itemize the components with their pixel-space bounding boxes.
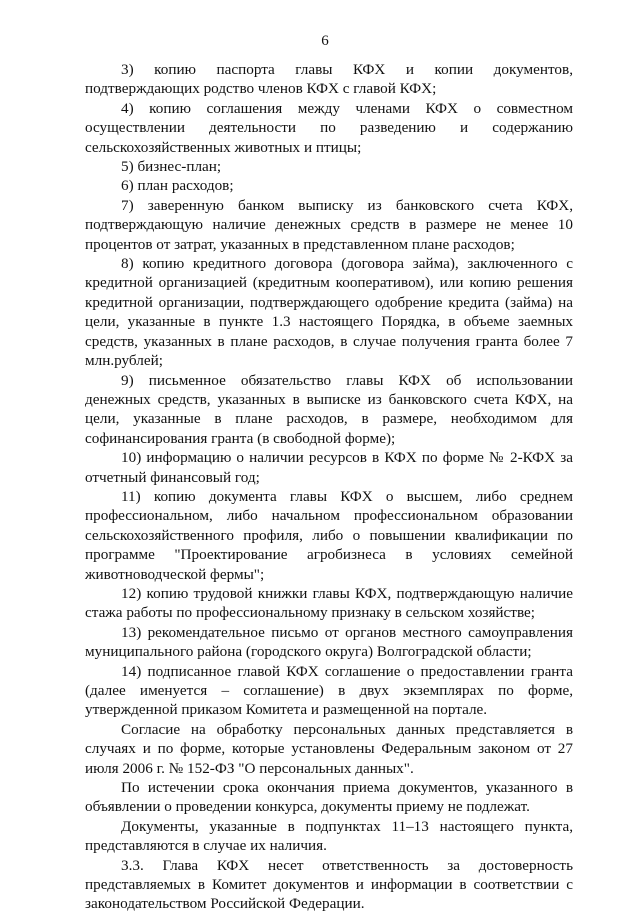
paragraph-deadline: По истечении срока окончания приема документов, указанного в объявлении о проведении конкурса, документы приему не подлежат.: [85, 779, 573, 816]
paragraph-optional-docs: Документы, указанные в подпунктах 11–13 настоящего пункта, представляются в случае их наличия.: [85, 817, 573, 855]
paragraph-item-6: 6) план расходов;: [121, 177, 234, 195]
paragraph-section-3-3: 3.3. Глава КФХ несет ответственность за достоверность представляемых в Комитет документов и информации в соответствии с законодательством Российской Федерации.: [85, 856, 573, 913]
paragraph-item-13: 13) рекомендательное письмо от органов местного самоуправления муниципального района (городского округа) Волгоградской области;: [85, 623, 573, 661]
paragraph-item-8: 8) копию кредитного договора (договора займа), заключенного с кредитной организацией (кредитным кооперативом), или копию решения кредитной организации, подтверждающего одобрение кредита (займа) на цели, указанные в пункте 1.3 настоящего Порядка, в объеме заемных средств, указанных в плане расходов, в случае получения гранта более 7 млн.рублей;: [85, 255, 573, 370]
paragraph-consent: Согласие на обработку персональных данных представляется в случаях и по форме, которые установлены Федеральным законом от 27 июля 2006 г. № 152-ФЗ "О персональных данных".: [85, 720, 573, 777]
paragraph-item-4: 4) копию соглашения между членами КФХ о совместном осуществлении деятельности по разведению и содержанию сельскохозяйственных животных и птицы;: [85, 99, 573, 156]
paragraph-item-3: 3) копию паспорта главы КФХ и копии документов, подтверждающих родство членов КФХ с главой КФХ;: [85, 61, 573, 98]
paragraph-item-14: 14) подписанное главой КФХ соглашение о предоставлении гранта (далее именуется – соглашение) в двух экземплярах по форме, утвержденной приказом Комитета и размещенной на портале.: [85, 662, 573, 719]
page-number: 6: [321, 33, 329, 49]
paragraph-item-5: 5) бизнес-план;: [121, 158, 222, 176]
paragraph-item-11: 11) копию документа главы КФХ о высшем, либо среднем профессиональном, либо начальном профессиональном образовании сельскохозяйственного профиля, либо о повышении квалификации по программе "Проектирование агробизнеса в условиях семейной животноводческой фермы";: [85, 487, 573, 583]
paragraph-item-12: 12) копию трудовой книжки главы КФХ, подтверждающую наличие стажа работы по профессиональному признаку в сельском хозяйстве;: [85, 584, 573, 622]
document-body: [85, 60, 573, 914]
paragraph-item-10: 10) информацию о наличии ресурсов в КФХ по форме № 2-КФХ за отчетный финансовый год;: [85, 449, 573, 486]
paragraph-item-7: 7) заверенную банком выписку из банковского счета КФХ, подтверждающую наличие денежных средств в размере не менее 10 процентов от затрат, указанных в представленном плане расходов;: [85, 196, 573, 253]
paragraph-item-9: 9) письменное обязательство главы КФХ об использовании денежных средств, указанных в выписке из банковского счета КФХ, на цели, указанные в плане расходов, в размере, необходимом для софинансирования гранта (в свободной форме);: [85, 371, 573, 447]
